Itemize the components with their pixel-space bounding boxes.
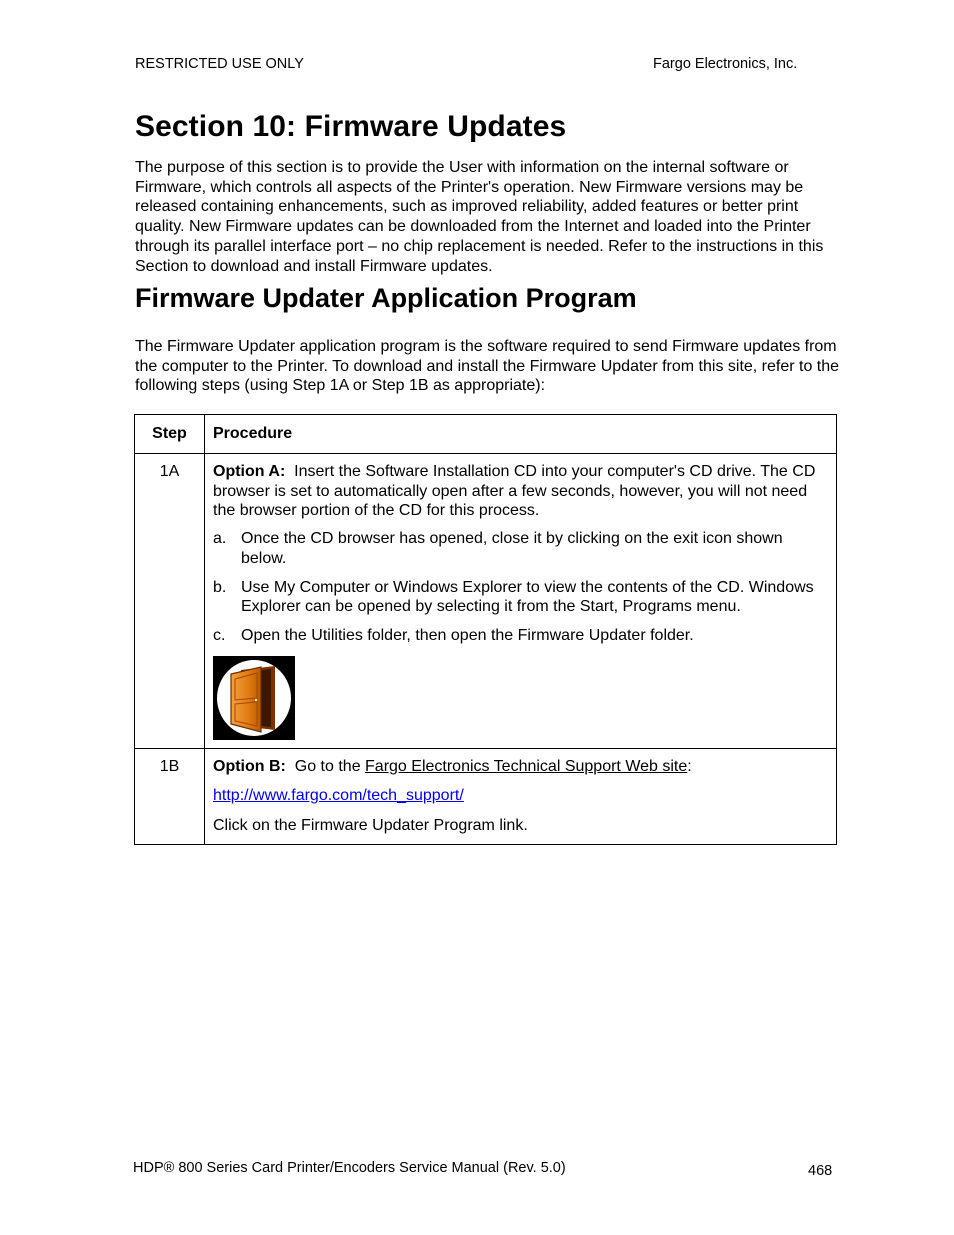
header-company-name: Fargo Electronics, Inc. <box>653 56 798 72</box>
option-b-note: Click on the Firmware Updater Program link. <box>213 817 528 835</box>
list-item-letter: b. <box>213 578 227 596</box>
updater-intro-paragraph: The Firmware Updater application program is the software required to send Firmware updates from the computer to the Printer. To download and install the Firmware Updater from this site, refer to the following steps (using Step 1A or Step 1B as appropriate): <box>135 338 840 395</box>
list-item-text: Open the Utilities folder, then open the Firmware Updater folder. <box>241 626 694 644</box>
list-item-text: Use My Computer or Windows Explorer to view the contents of the CD. Windows Explorer can be opened by selecting it from the Start, Programs menu. <box>241 578 814 616</box>
list-item-text: Once the CD browser has opened, close it by clicking on the exit icon shown below. <box>241 530 783 567</box>
subsection-title: Firmware Updater Application Program <box>135 283 637 313</box>
option-b-suffix: : <box>687 757 692 775</box>
footer-page-number: 468 <box>808 1163 833 1179</box>
step-column-header: Step <box>135 415 205 454</box>
step-1b-cell: 1B <box>135 748 205 844</box>
step-1a-cell: 1A <box>135 454 205 749</box>
support-url-link[interactable]: http://www.fargo.com/tech_support/ <box>213 787 464 805</box>
table-row <box>135 454 837 749</box>
list-item-letter: c. <box>213 626 226 644</box>
list-item <box>213 578 828 617</box>
option-b-text <box>213 757 828 777</box>
footer-manual-title: HDP® 800 Series Card Printer/Encoders Service Manual (Rev. 5.0) <box>133 1160 566 1176</box>
option-b-prefix: Go to the <box>285 757 366 775</box>
option-b-label: Option B: <box>213 757 286 775</box>
option-a-text <box>213 462 828 521</box>
section-title: Section 10: Firmware Updates <box>135 110 567 143</box>
exit-icon-background <box>217 660 291 736</box>
procedure-column-header: Procedure <box>205 415 837 454</box>
exit-door-icon[interactable] <box>213 656 295 740</box>
header-restricted-label: RESTRICTED USE ONLY <box>135 56 304 72</box>
door-icon <box>217 660 291 736</box>
support-site-link[interactable]: Fargo Electronics Technical Support Web site <box>365 757 688 775</box>
procedure-1b-cell <box>205 748 837 844</box>
procedure-table <box>134 414 837 845</box>
procedure-1a-cell <box>205 454 837 749</box>
intro-paragraph: The purpose of this section is to provide the User with information on the internal software or Firmware, which controls all aspects of the Printer's operation. New Firmware versions may be released containing enhancements, such as improved reliability, added features or better print quality. New Firmware updates can be downloaded from the Internet and loaded into the Printer through its parallel interface port – no chip replacement is needed. Refer to the instructions in this Section to download and install Firmware updates. <box>135 159 824 275</box>
table-row <box>135 748 837 844</box>
support-url-line <box>213 786 828 806</box>
option-a-label: Option A: <box>213 463 286 480</box>
table-header-row <box>135 415 837 454</box>
option-a-body: Insert the Software Installation CD into your computer's CD drive. The CD browser is set to automatically open after a few seconds, however, you will not need the browser portion of the CD for this process. <box>213 463 820 520</box>
list-item-letter: a. <box>213 530 227 548</box>
list-item <box>213 529 828 568</box>
list-item <box>213 626 828 646</box>
